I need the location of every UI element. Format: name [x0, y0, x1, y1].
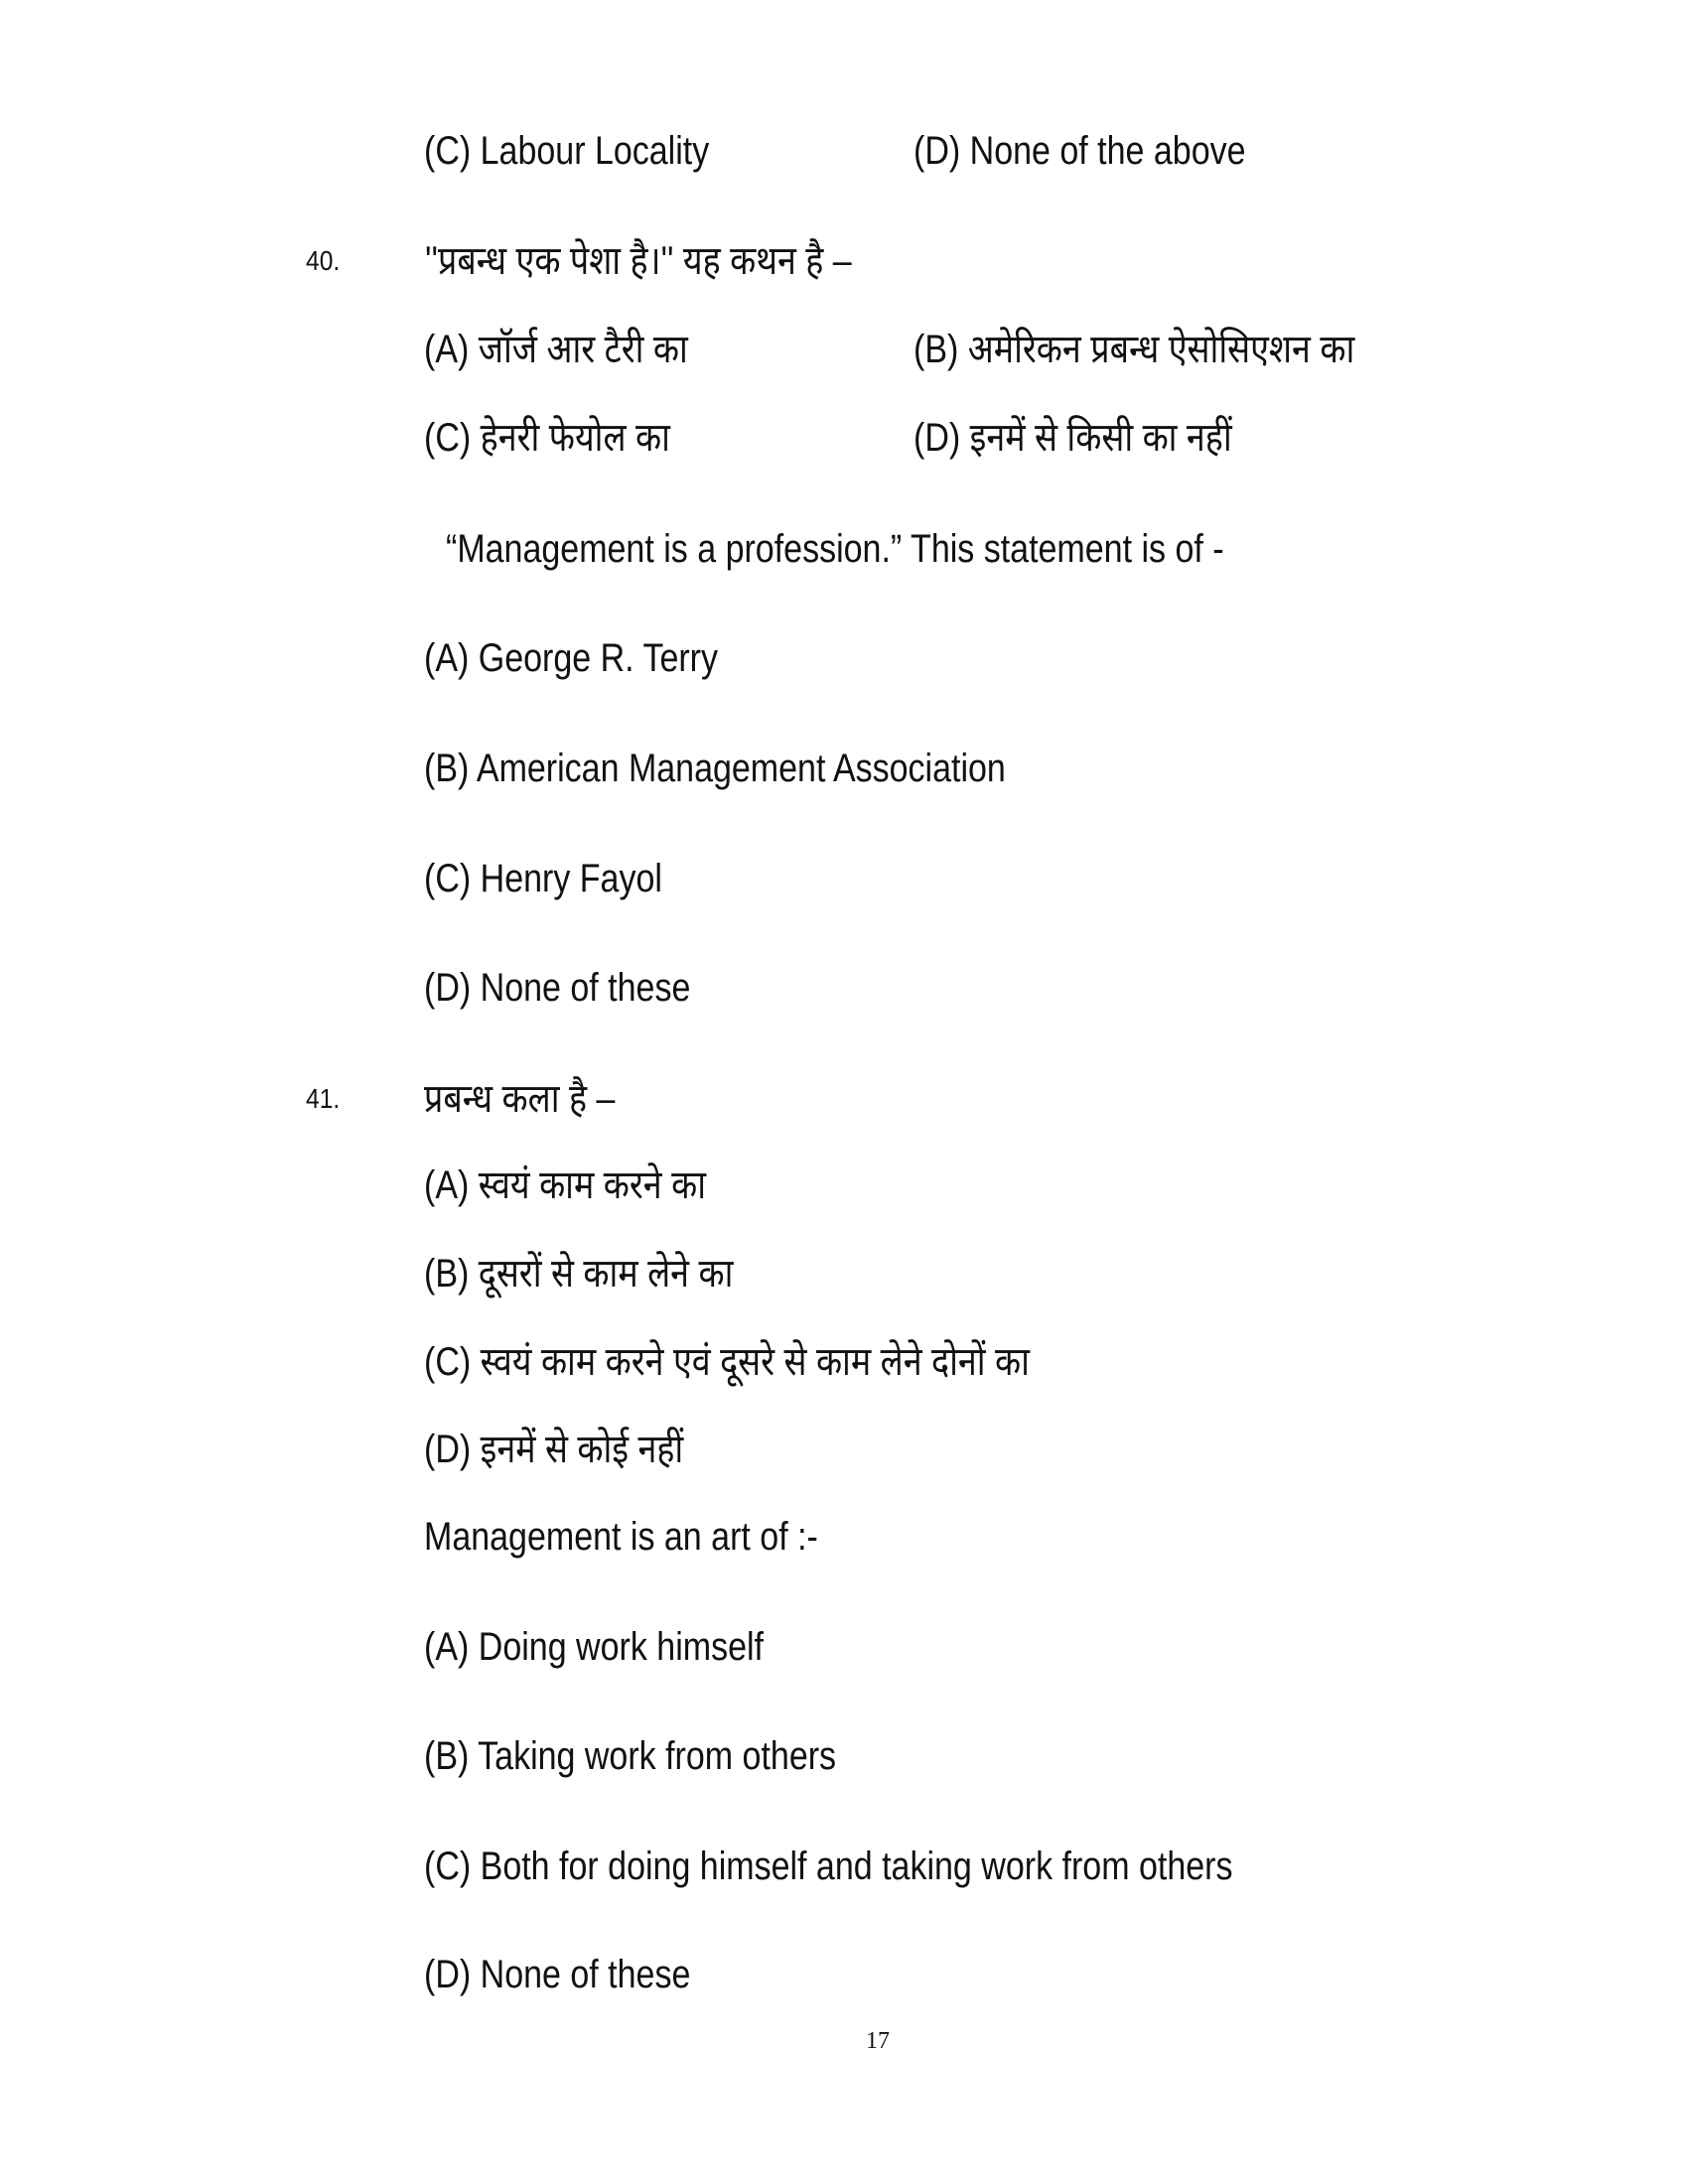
option-c-english: (C) Henry Fayol — [424, 857, 662, 900]
option-a-english: (A) George R. Terry — [424, 636, 719, 680]
option-d-english: (D) None of these — [424, 966, 691, 1010]
question-text-english: “Management is a profession.” This statement is of - — [446, 527, 1224, 571]
option-b-english: (B) American Management Association — [424, 747, 1006, 790]
option-a-english: (A) Doing work himself — [424, 1625, 764, 1669]
option-c-hindi: (C) हेनरी फेयोल का — [424, 416, 670, 460]
question-text-hindi: प्रबन्ध कला है – — [424, 1077, 616, 1121]
prev-question-option-c: (C) Labour Locality — [424, 129, 710, 173]
option-d-hindi: (D) इनमें से किसी का नहीं — [914, 416, 1232, 460]
question-text-hindi: ''प्रबन्ध एक पेशा है।'' यह कथन है – — [425, 239, 852, 283]
option-d-hindi: (D) इनमें से कोई नहीं — [424, 1428, 684, 1471]
option-b-hindi: (B) दूसरों से काम लेने का — [424, 1252, 734, 1296]
option-d-english: (D) None of these — [424, 1953, 691, 1996]
question-number: 41. — [306, 1083, 341, 1114]
prev-question-option-d: (D) None of the above — [914, 129, 1246, 173]
option-a-hindi: (A) जॉर्ज आर टैरी का — [424, 328, 688, 371]
option-b-english: (B) Taking work from others — [424, 1734, 837, 1778]
option-a-hindi: (A) स्वयं काम करने का — [424, 1163, 707, 1207]
question-text-english: Management is an art of :- — [424, 1515, 818, 1559]
question-number: 40. — [306, 245, 341, 276]
page-number: 17 — [866, 2028, 890, 2054]
option-c-english: (C) Both for doing himself and taking work from others — [424, 1844, 1233, 1888]
option-b-hindi: (B) अमेरिकन प्रबन्ध ऐसोसिएशन का — [914, 328, 1355, 371]
option-c-hindi: (C) स्वयं काम करने एवं दूसरे से काम लेने दोनों का — [424, 1340, 1030, 1384]
